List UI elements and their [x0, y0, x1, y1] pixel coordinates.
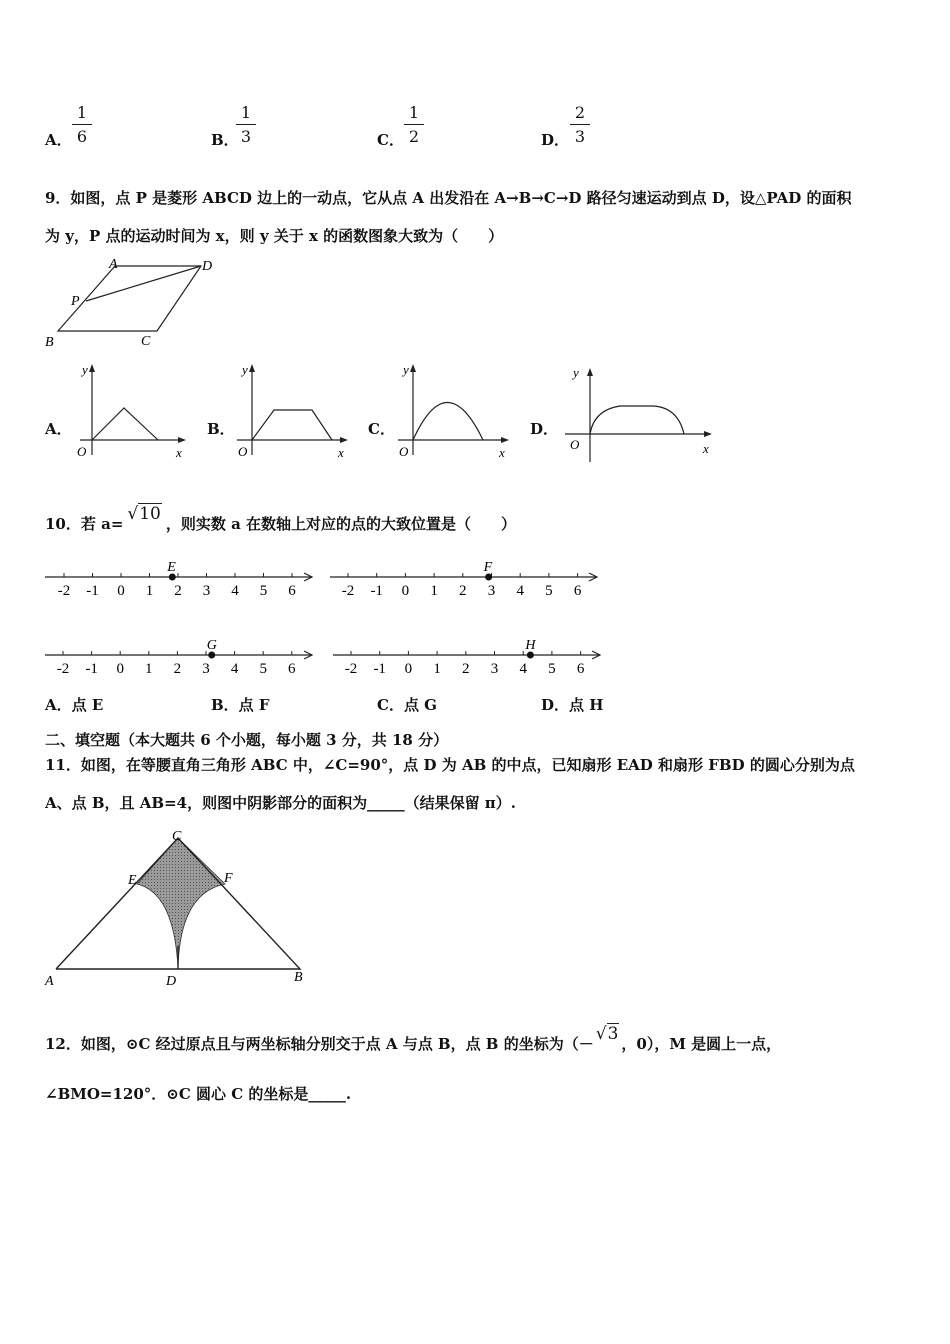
tick-label: -2: [57, 583, 71, 599]
tick-label: -1: [370, 583, 383, 599]
q9-option-c-letter: C．: [368, 420, 395, 438]
number-line-e: [45, 560, 312, 599]
q9-option-b-letter: B．: [207, 420, 235, 438]
q10-option-a: A．点 E: [45, 696, 104, 714]
label-f: F: [224, 871, 233, 886]
label-c: C: [172, 829, 182, 844]
label-b: B: [294, 970, 303, 985]
fraction-denominator: 2: [408, 127, 420, 146]
q8-option-c-letter: C．: [377, 131, 404, 149]
tick-label: 2: [462, 661, 470, 677]
origin-label: O: [238, 444, 248, 459]
tick-label: 3: [202, 583, 211, 599]
tick-label: 1: [430, 583, 438, 599]
point-label-g: G: [206, 638, 217, 653]
fraction-numerator: 2: [570, 103, 590, 125]
tick-label: -2: [344, 661, 358, 677]
tick-label: 0: [116, 661, 124, 677]
tick-label: -1: [86, 583, 99, 599]
tick-label: -2: [56, 661, 70, 677]
number-line-g: [45, 638, 312, 677]
tick-label: 6: [573, 583, 582, 599]
label-d: D: [166, 974, 177, 989]
tick-label: 5: [259, 583, 268, 599]
tick-label: 1: [145, 583, 154, 599]
tick-label: 2: [174, 583, 182, 599]
label-b: B: [45, 335, 54, 350]
number-line-f: [330, 560, 597, 599]
q10-option-d: D．点 H: [541, 696, 604, 714]
label-d: D: [202, 259, 213, 274]
tick-label: -1: [373, 661, 386, 677]
tick-label: 4: [516, 583, 524, 599]
q10-prefix: 10．若 a=: [45, 515, 124, 533]
shaded-region: [137, 838, 225, 968]
x-label: x: [499, 445, 505, 460]
q8-option-a-letter: A．: [45, 131, 72, 149]
fraction-numerator: 1: [72, 103, 92, 125]
tick-label: 2: [173, 661, 182, 677]
y-label: y: [403, 362, 409, 377]
section-2-heading: 二、填空题（本大题共 6 个小题，每小题 3 分，共 18 分）: [45, 731, 449, 749]
tick-label: 6: [288, 583, 296, 599]
tick-label: 4: [519, 661, 527, 677]
q12-text-line2: ∠BMO=120°．⊙C 圆心 C 的坐标是_____.: [45, 1085, 352, 1103]
x-label: x: [176, 445, 182, 460]
tick-label: 4: [231, 583, 239, 599]
q10-option-c: C．点 G: [377, 696, 437, 714]
q8-option-d-letter: D．: [541, 131, 570, 149]
tick-label: 5: [545, 583, 553, 599]
q9-option-d-letter: D．: [530, 420, 559, 438]
fraction-numerator: 1: [404, 103, 424, 125]
x-label: x: [338, 445, 344, 460]
y-label: y: [242, 362, 248, 377]
label-a: A: [109, 257, 118, 272]
q11-text-line2: A、点 B，且 AB=4，则图中阴影部分的面积为_____（结果保留 π）.: [45, 794, 517, 812]
label-c: C: [141, 334, 151, 349]
radical-sign: √: [127, 504, 139, 524]
number-line-h: [333, 638, 600, 677]
q10-radicand: 10: [139, 504, 161, 524]
tick-label: 5: [548, 661, 556, 677]
tick-label: 6: [576, 661, 585, 677]
q11-triangle-figure: [40, 828, 320, 993]
y-label: y: [573, 365, 579, 380]
q9-option-a-letter: A．: [45, 420, 72, 438]
fraction-numerator: 1: [236, 103, 256, 125]
tick-label: 1: [145, 661, 153, 677]
fraction-denominator: 3: [574, 127, 586, 146]
tick-label: 3: [490, 661, 499, 677]
label-e: E: [128, 873, 137, 888]
label-p: P: [71, 294, 80, 309]
point-label-e: E: [167, 560, 176, 575]
q9-text-line1: 9．如图，点 P 是菱形 ABCD 边上的一动点，它从点 A 出发沿在 A→B→C→D 路径匀速运动到点 D，设△PAD 的面积: [45, 189, 852, 207]
tick-label: 4: [230, 661, 239, 677]
q11-text-line1: 11．如图，在等腰直角三角形 ABC 中，∠C=90°，点 D 为 AB 的中点，已知扇形 EAD 和扇形 FBD 的圆心分别为点: [45, 756, 855, 774]
tick-label: 1: [433, 661, 441, 677]
tick-label: 0: [117, 583, 125, 599]
radical-sign: √: [595, 1024, 607, 1044]
tick-label: -1: [85, 661, 98, 677]
tick-label: 5: [259, 661, 267, 677]
sqrt-expression: [596, 1024, 620, 1044]
q10-suffix: ，则实数 a 在数轴上对应的点的大致位置是（ ）: [165, 515, 517, 533]
tick-label: 2: [459, 583, 467, 599]
tick-label: 6: [288, 661, 296, 677]
tick-label: 0: [401, 583, 410, 599]
q12-suffix: ，0），M 是圆上一点，: [621, 1035, 782, 1053]
tick-label: 3: [202, 661, 210, 677]
point-label-h: H: [525, 638, 536, 653]
y-label: y: [82, 362, 88, 377]
q12-text-line1: [45, 1024, 782, 1054]
tick-label: -2: [341, 583, 355, 599]
origin-label: O: [399, 444, 409, 459]
tick-label: 3: [487, 583, 496, 599]
q9-text-line2: 为 y，P 点的运动时间为 x，则 y 关于 x 的函数图象大致为（ ）: [45, 227, 504, 245]
x-label: x: [703, 441, 709, 456]
q12-prefix: 12．如图，⊙C 经过原点且与两坐标轴分别交于点 A 与点 B，点 B 的坐标为（－: [45, 1035, 594, 1053]
label-a: A: [45, 974, 54, 989]
point-label-f: F: [483, 560, 493, 575]
q10-option-b: B．点 F: [211, 696, 270, 714]
fraction-denominator: 3: [240, 127, 252, 146]
fraction-denominator: 6: [76, 127, 88, 146]
q8-option-b-letter: B．: [211, 131, 239, 149]
q12-radicand: 3: [607, 1024, 619, 1044]
origin-label: O: [77, 444, 87, 459]
tick-label: 0: [404, 661, 413, 677]
origin-label: O: [570, 437, 580, 452]
